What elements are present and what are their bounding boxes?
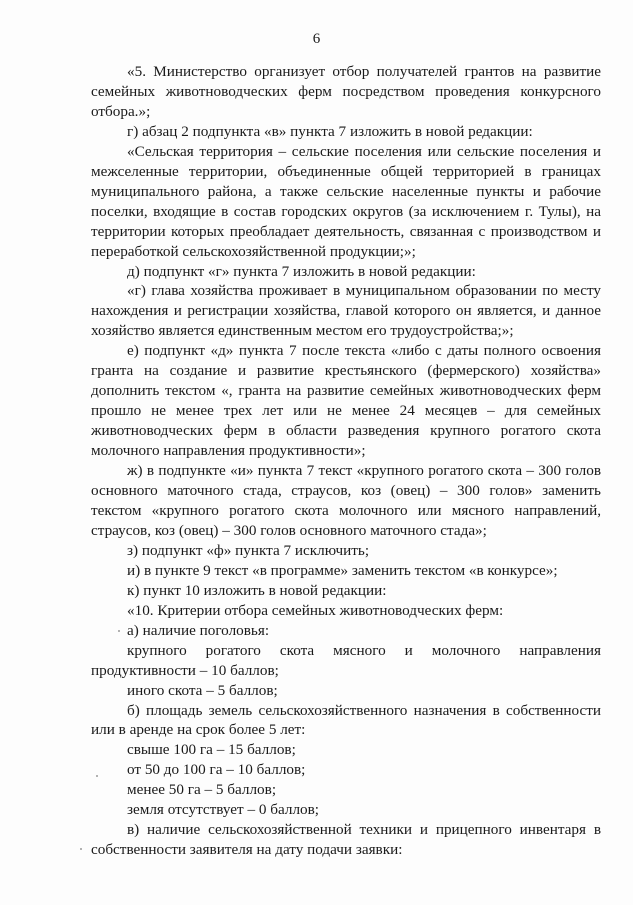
paragraph-1: «5. Министерство организует отбор получателей грантов на развитие семейных животноводческих ферм посредством проведения конкурсного отбора.»; [91, 63, 601, 120]
paragraph-20: в) наличие сельскохозяйственной техники и прицепного инвентаря в собственности заявителя на дату подачи заявки: [91, 821, 601, 859]
paragraph-15: б) площадь земель сельскохозяйственного назначения в собственности или в аренде на срок более 5 лет: [91, 701, 601, 739]
paragraph-11: «10. Критерии отбора семейных животноводческих ферм: [127, 601, 504, 619]
paragraph-19: земля отсутствует – 0 баллов; [127, 801, 320, 819]
paragraph-3: «Сельская территория – сельские поселения или сельские поселения и межселенные территории, объединенные общей территорией в границах муниципального района, а также сельские населенные пункты и рабочие поселки, входящие в состав городских округов (за исключением г. Тулы), на территории которых преобладает деятельность, связанная с производством и переработкой сельскохозяйственной продукции;»; [91, 142, 601, 260]
document-body [91, 62, 601, 860]
paragraph-10: к) пункт 10 изложить в новой редакции: [127, 581, 387, 599]
paragraph-8: з) подпункт «ф» пункта 7 исключить; [127, 541, 370, 559]
paragraph-18: менее 50 га – 5 баллов; [127, 781, 277, 799]
paragraph-12: а) наличие поголовья: [127, 621, 270, 639]
paragraph-9: и) в пункте 9 текст «в программе» заменить текстом «в конкурсе»; [127, 561, 558, 579]
paragraph-17: от 50 до 100 га – 10 баллов; [127, 761, 306, 779]
paragraph-5: «г) глава хозяйства проживает в муниципальном образовании по месту нахождения и регистрации хозяйства, главой которого он является, и данное хозяйство является единственным местом его трудоустройства;»; [91, 282, 601, 340]
paragraph-16: свыше 100 га – 15 баллов; [127, 741, 296, 759]
paragraph-6: е) подпункт «д» пункта 7 после текста «либо с даты полного освоения гранта на создание и развитие крестьянского (фермерского) хозяйства» дополнить текстом «, гранта на развитие семейных животноводческих ферм прошло не менее трех лет или не менее 24 месяцев – для семейных животноводческих ферм в области разведения крупного рогатого скота молочного направления продуктивности»; [91, 342, 601, 460]
paragraph-13: крупного рогатого скота мясного и молочного направления продуктивности – 10 баллов; [91, 641, 601, 679]
scan-speck [80, 848, 82, 850]
scan-speck [96, 775, 98, 777]
page-number: 6 [312, 31, 321, 47]
scan-speck [118, 630, 120, 632]
paragraph-7: ж) в подпункте «и» пункта 7 текст «крупного рогатого скота – 300 голов основного маточного стада, страусов, коз (овец) – 300 голов» заменить текстом «крупного рогатого скота молочного или мясного направлений, страусов, коз (овец) – 300 голов основного маточного стада»; [91, 462, 601, 539]
paragraph-2: г) абзац 2 подпункта «в» пункта 7 изложить в новой редакции: [127, 122, 533, 140]
paragraph-14: иного скота – 5 баллов; [127, 681, 278, 699]
paragraph-4: д) подпункт «г» пункта 7 изложить в новой редакции: [127, 262, 476, 280]
